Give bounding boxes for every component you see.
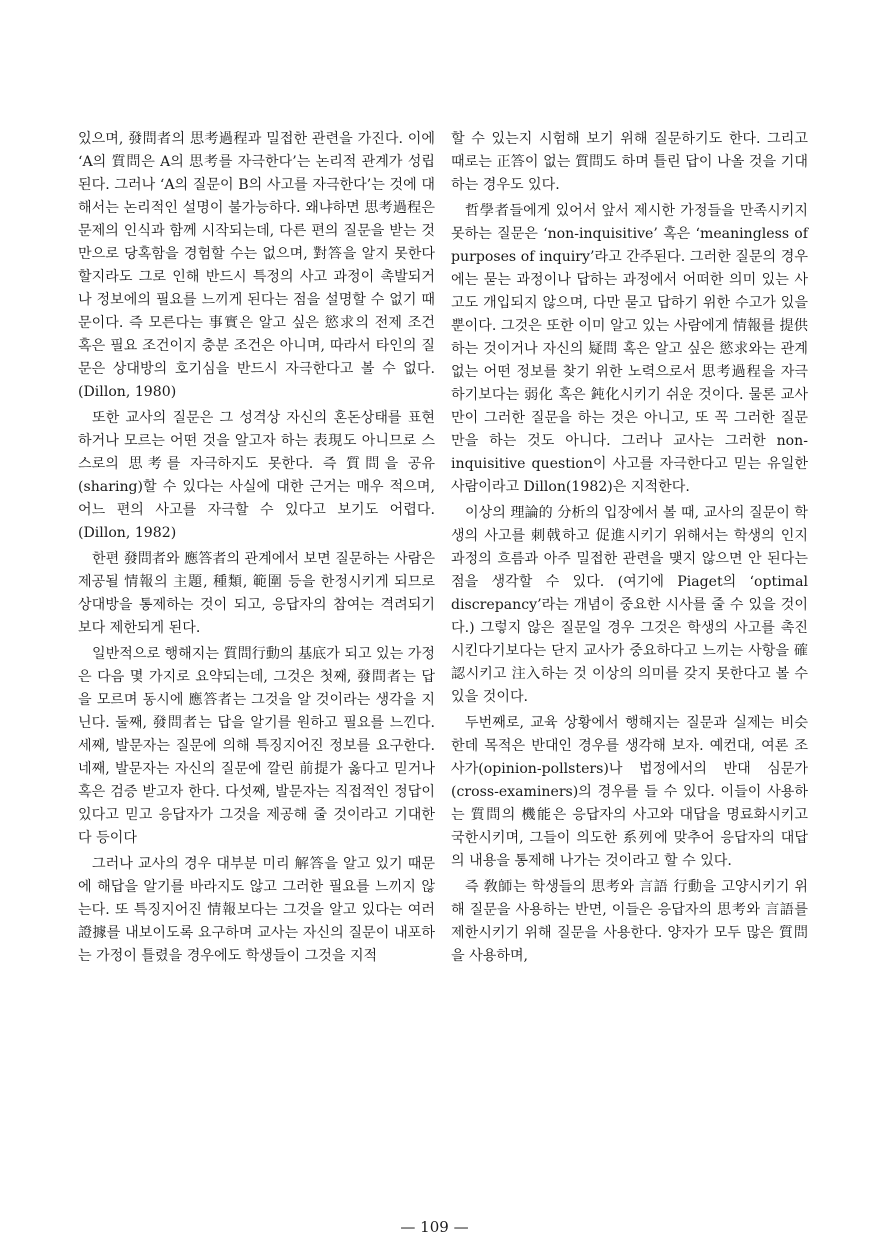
paragraph: 일반적으로 행해지는 質問行動의 基底가 되고 있는 가정은 다음 몇 가지로 요약되는데, 그것은 첫째, 發問者는 답을 모르며 동시에 應答者는 그것을 알 것이라는 생각을 지닌다. 둘째, 發問者는 답을 알기를 원하고 필요를 느낀다. 세째, 발문자는 질문에 의해 특징지어진 정보를 요구한다. 네째, 발문자는 자신의 질문에 깔린 前提가 옳다고 믿거나 혹은 검증 받고자 한다. 다섯째, 발문자는 직접적인 정답이 있다고 믿고 응답자가 그것을 제공해 줄 것이라고 기대한다 등이다 — [78, 646, 435, 846]
paragraph: 또한 교사의 질문은 그 성격상 자신의 혼돈상태를 표현하거나 모르는 어떤 것을 알고자 하는 表現도 아니므로 스스로의 思考를 자극하지도 못한다. 즉 質問을 공유(sharing)할 수 있다는 사실에 대한 근거는 매우 적으며, 어느 편의 사고를 자극할 수 있다고 보기도 어렵다. (Dillon, 1982) — [78, 410, 435, 541]
paragraph: 즉 敎師는 학생들의 思考와 言語 行動을 고양시키기 위해 질문을 사용하는 반면, 이들은 응답자의 思考와 言語를 제한시키기 위해 질문을 사용한다. 양자가 모두 많은 質問을 사용하며, — [451, 879, 808, 964]
paragraph: 그러나 교사의 경우 대부분 미리 解答을 알고 있기 때문에 해답을 알기를 바라지도 않고 그러한 필요를 느끼지 않는다. 또 특징지어진 情報보다는 그것을 알고 있다는 여러 證據를 내보이도록 요구하며 교사는 자신의 질문이 내포하는 가정이 틀렸을 경우에도 학생들이 그것을 지적 — [78, 856, 435, 964]
paragraph: 이상의 理論的 分析의 입장에서 볼 때, 교사의 질문이 학생의 사고를 刺戟하고 促進시키기 위해서는 학생의 인지 과정의 흐름과 아주 밀접한 관련을 맺지 않으면 안 된다는 점을 생각할 수 있다. (여기에 Piaget의 ‘optimal discrepancy’라는 개념이 중요한 시사를 줄 수 있을 것이다.) 그렇지 않은 질문일 경우 그것은 학생의 사고를 촉진시킨다기보다는 단지 교사가 중요하다고 느끼는 사항을 確認시키고 注入하는 것 이상의 의미를 갖지 못한다고 볼 수 있을 것이다. — [451, 505, 808, 705]
paragraph: 할 수 있는지 시험해 보기 위해 질문하기도 한다. 그리고 때로는 正答이 없는 質問도 하며 틀린 답이 나올 것을 기대하는 경우도 있다. — [451, 131, 808, 193]
left-text-column — [78, 128, 435, 968]
paragraph: 哲學者들에게 있어서 앞서 제시한 가정들을 만족시키지 못하는 질문은 ‘non-inquisitive’ 혹은 ‘meaningless of purposes of inquiry’라고 간주된다. 그러한 질문의 경우에는 묻는 과정이나 답하는 과정에서 어떠한 의미 있는 사고도 개입되지 않으며, 다만 묻고 답하기 위한 수고가 있을 뿐이다. 그것은 또한 이미 알고 있는 사람에게 情報를 提供하는 것이거나 자신의 疑問 혹은 알고 싶은 慾求와는 관계 없는 어떤 정보를 찾기 위한 노력으로서 思考過程을 자극하기보다는 弱化 혹은 鈍化시키기 쉬운 것이다. 물론 교사만이 그러한 질문을 하는 것은 아니고, 또 꼭 그러한 질문만을 하는 것도 아니다. 그러나 교사는 그러한 non-inquisitive question이 사고를 자극한다고 믿는 유일한 사람이라고 Dillon(1982)은 지적한다. — [451, 203, 808, 495]
page-number: — 109 — — [400, 1218, 469, 1236]
paragraph: 한편 發問者와 應答者의 관계에서 보면 질문하는 사람은 제공될 情報의 主題, 種類, 範圍 등을 한정시키게 되므로 상대방을 통제하는 것이 되고, 응답자의 참여는 격려되기보다 제한되게 된다. — [78, 551, 435, 636]
right-text-column — [451, 128, 808, 968]
paragraph: 두번째로, 교육 상황에서 행해지는 질문과 실제는 비슷한데 목적은 반대인 경우를 생각해 보자. 예컨대, 여론 조사가(opinion-pollsters)나 법정에서의 반대 심문가(cross-examiners)의 경우를 들 수 있다. 이들이 사용하는 質問의 機能은 응답자의 사고와 대답을 명료화시키고 국한시키며, 그들이 의도한 系列에 맞추어 응답자의 대답의 내용을 통제해 나가는 것이라고 할 수 있다. — [451, 715, 808, 869]
paragraph: 있으며, 發問者의 思考過程과 밀접한 관련을 가진다. 이에 ‘A의 質問은 A의 思考를 자극한다’는 논리적 관계가 성립된다. 그러나 ‘A의 질문이 B의 사고를 자극한다’는 것에 대해서는 논리적인 설명이 불가능하다. 왜냐하면 思考過程은 문제의 인식과 함께 시작되는데, 다른 편의 질문을 받는 것만으로 당혹함을 경험할 수는 없으며, 對答을 알지 못한다 할지라도 그로 인해 반드시 특정의 사고 과정이 촉발되거나 정보에의 필요를 느끼게 된다는 점을 설명할 수 없기 때문이다. 즉 모른다는 事實은 알고 싶은 慾求의 전제 조건 혹은 필요 조건이지 충분 조건은 아니며, 따라서 타인의 질문은 상대방의 호기심을 반드시 자극한다고 볼 수 없다. (Dillon, 1980) — [78, 131, 435, 400]
